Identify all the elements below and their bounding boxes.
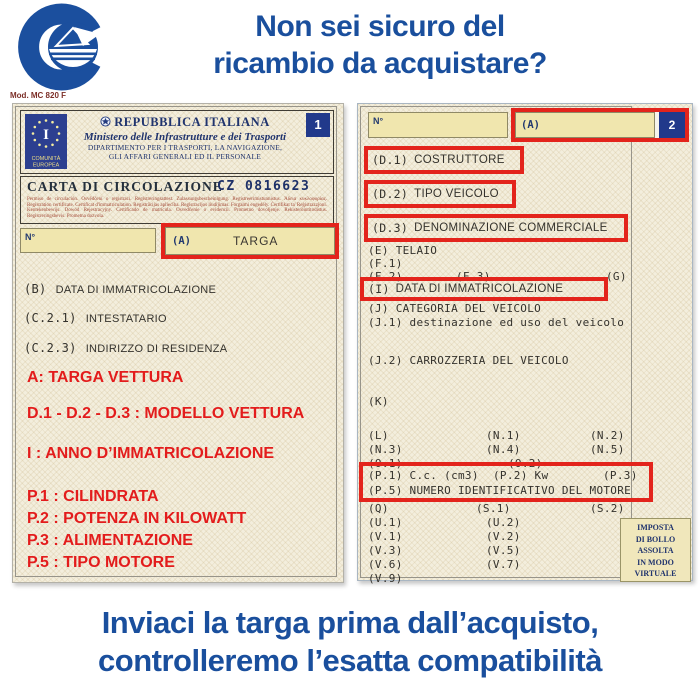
page2-n-field — [368, 112, 508, 138]
i-text: DATA DI IMMATRICOLAZIONE — [395, 283, 564, 295]
eu-caption1: COMUNITÀ — [31, 156, 61, 162]
page1-number-badge: 1 — [306, 113, 330, 137]
bottom-heading-line2: controlleremo l’esatta compatibilità — [98, 643, 602, 678]
imposta-bollo-stamp — [620, 518, 691, 582]
field-b-text: DATA DI IMMATRICOLAZIONE — [55, 284, 217, 296]
row-n1: (N.1) — [486, 429, 521, 442]
row-u2: (U.2) — [486, 516, 521, 529]
imposta-line2: DI BOLLO — [635, 534, 676, 544]
field-c23-text: INDIRIZZO DI RESIDENZA — [85, 343, 228, 355]
page2-a-label: (A) — [521, 119, 540, 131]
row-p3: (P.3) — [603, 469, 638, 482]
row-v2: (V.2) — [486, 530, 521, 543]
department-line1: DIPARTIMENTO PER I TRASPORTI, LA NAVIGAZIONE, — [87, 143, 283, 152]
document-title: CARTA DI CIRCOLAZIONE — [27, 179, 223, 194]
row-o1: (O.1) — [368, 457, 403, 470]
row-v3: (V.3) — [368, 544, 403, 557]
row-n2: (N.2) — [590, 429, 625, 442]
row-s1: (S.1) — [476, 502, 511, 515]
row-v5: (V.5) — [486, 544, 521, 557]
d1-highlight-box — [364, 146, 524, 174]
imposta-line5: VIRTUALE — [634, 569, 677, 578]
d2-highlight-box — [364, 180, 516, 208]
imposta-line4: IN MODO — [637, 557, 674, 567]
row-e: (E) TELAIO — [368, 244, 438, 257]
top-heading-line1: Non sei sicuro del — [255, 10, 505, 43]
row-f2: (F.2) — [368, 270, 403, 283]
row-v1: (V.1) — [368, 530, 403, 543]
field-row-b — [24, 280, 216, 298]
row-u1: (U.1) — [368, 516, 403, 529]
p-highlight-box — [359, 462, 653, 502]
annotation-potenza: P.2 : POTENZA IN KILOWATT — [27, 510, 247, 527]
row-k: (K) — [368, 395, 389, 408]
annotation-tipo-motore: P.5 : TIPO MOTORE — [27, 554, 175, 571]
row-v6: (V.6) — [368, 558, 403, 571]
targa-a-label: (A) — [172, 235, 191, 247]
page1-header-text — [69, 115, 301, 161]
d1-label: (D.1) — [372, 153, 409, 167]
annotation-cilindrata: P.1 : CILINDRATA — [27, 488, 159, 505]
field-row-c21 — [24, 309, 167, 327]
annotation-targa: A: TARGA VETTURA — [27, 369, 184, 386]
targa-field — [165, 227, 335, 255]
page2-n-label: N° — [373, 116, 384, 126]
annotation-anno: I : ANNO D’IMMATRICOLAZIONE — [27, 445, 275, 462]
targa-highlight-box — [161, 223, 339, 259]
italy-emblem-icon — [100, 116, 111, 127]
d2-label: (D.2) — [372, 187, 409, 201]
top-heading — [80, 8, 680, 82]
svg-text:I: I — [43, 127, 49, 143]
row-j1: (J.1) destinazione ed uso del veicolo — [368, 316, 625, 329]
ministry-title: Ministero delle Infrastrutture e dei Trasporti — [83, 131, 287, 143]
d3-highlight-box — [364, 214, 628, 242]
field-c23-label: (C.2.3) — [24, 341, 77, 355]
field-b-label: (B) — [24, 282, 47, 296]
imposta-line1: IMPOSTA — [637, 523, 674, 532]
row-n4: (N.4) — [486, 443, 521, 456]
document-serial: CZ 0816623 — [217, 179, 311, 194]
row-v9: (V.9) — [368, 572, 403, 585]
page2-targa-highlight-box — [511, 108, 689, 142]
carta-circolazione-page2 — [357, 103, 693, 585]
row-n5: (N.5) — [590, 443, 625, 456]
bottom-heading-line1: Inviaci la targa prima dall’acquisto, — [101, 605, 599, 640]
top-heading-line2: ricambio da acquistare? — [213, 47, 547, 80]
targa-value: TARGA — [232, 234, 279, 248]
row-j: (J) CATEGORIA DEL VEICOLO — [368, 302, 542, 315]
country-title: REPUBBLICA ITALIANA — [114, 115, 270, 129]
i-highlight-box — [360, 277, 608, 301]
row-l: (L) — [368, 429, 389, 442]
row-j2: (J.2) CARROZZERIA DEL VEICOLO — [368, 354, 569, 367]
page1-header-box — [20, 110, 334, 174]
row-f3: (F.3) — [456, 270, 491, 283]
row-p5: (P.5) NUMERO IDENTIFICATIVO DEL MOTORE — [368, 484, 632, 497]
i-label: (I) — [368, 282, 390, 296]
row-v7: (V.7) — [486, 558, 521, 571]
row-s2: (S.2) — [590, 502, 625, 515]
page2-number-badge: 2 — [659, 112, 685, 138]
eu-flag-icon — [25, 114, 67, 169]
row-n3: (N.3) — [368, 443, 403, 456]
row-g: (G) — [606, 270, 627, 283]
row-p2: (P.2) Kw — [493, 469, 549, 482]
field-c21-label: (C.2.1) — [24, 311, 77, 325]
d2-text: TIPO VEICOLO — [414, 188, 499, 200]
row-o2: (O.2) — [508, 457, 543, 470]
row-p1: (P.1) C.c. (cm3) — [368, 469, 479, 482]
imposta-line3: ASSOLTA — [637, 546, 674, 555]
department-line2: GLI AFFARI GENERALI ED IL PERSONALE — [108, 152, 262, 161]
annotation-modello: D.1 - D.2 - D.3 : MODELLO VETTURA — [27, 405, 305, 422]
d3-label: (D.3) — [372, 221, 409, 235]
mod-label: Mod. MC 820 F — [10, 91, 67, 100]
d3-text: DENOMINAZIONE COMMERCIALE — [414, 222, 608, 234]
field-row-c23 — [24, 339, 227, 357]
field-c21-text: INTESTATARIO — [85, 313, 167, 325]
row-q: (Q) — [368, 502, 389, 515]
eu-caption2: EUROPEA — [32, 162, 60, 169]
page2-a-field — [515, 112, 685, 138]
page1-title-box — [20, 176, 334, 224]
carta-circolazione-page1 — [12, 103, 344, 583]
bottom-heading — [0, 604, 700, 680]
d1-text: COSTRUTTORE — [414, 154, 505, 166]
annotation-alimentazione: P.3 : ALIMENTAZIONE — [27, 532, 193, 549]
multilingual-text: Permiso de circulación. Osvědčení o registraci. Registreringsattest. Zulassungsbescheinigung. Registreerimistunnistus. Άδεια κυκλοφορίας. Registration certificate. Certificat d'immatriculation. Registrācijas apliecība. Registracijos liudijimas. Forgalmi engedély. Ċertifikat ta' Reġistrazzjoni. Kentekenbewijs. Dowód Rejestracyjny. Certificado de matrícula. Osvedčenie o evidencii. Prometno dovoljenje. Rekisteröintitodistus. Registreringsbevis. Prometna dozvola. — [27, 197, 327, 219]
page1-n-field — [20, 228, 156, 253]
row-f1: (F.1) — [368, 257, 403, 270]
page1-n-label: N° — [25, 232, 36, 242]
